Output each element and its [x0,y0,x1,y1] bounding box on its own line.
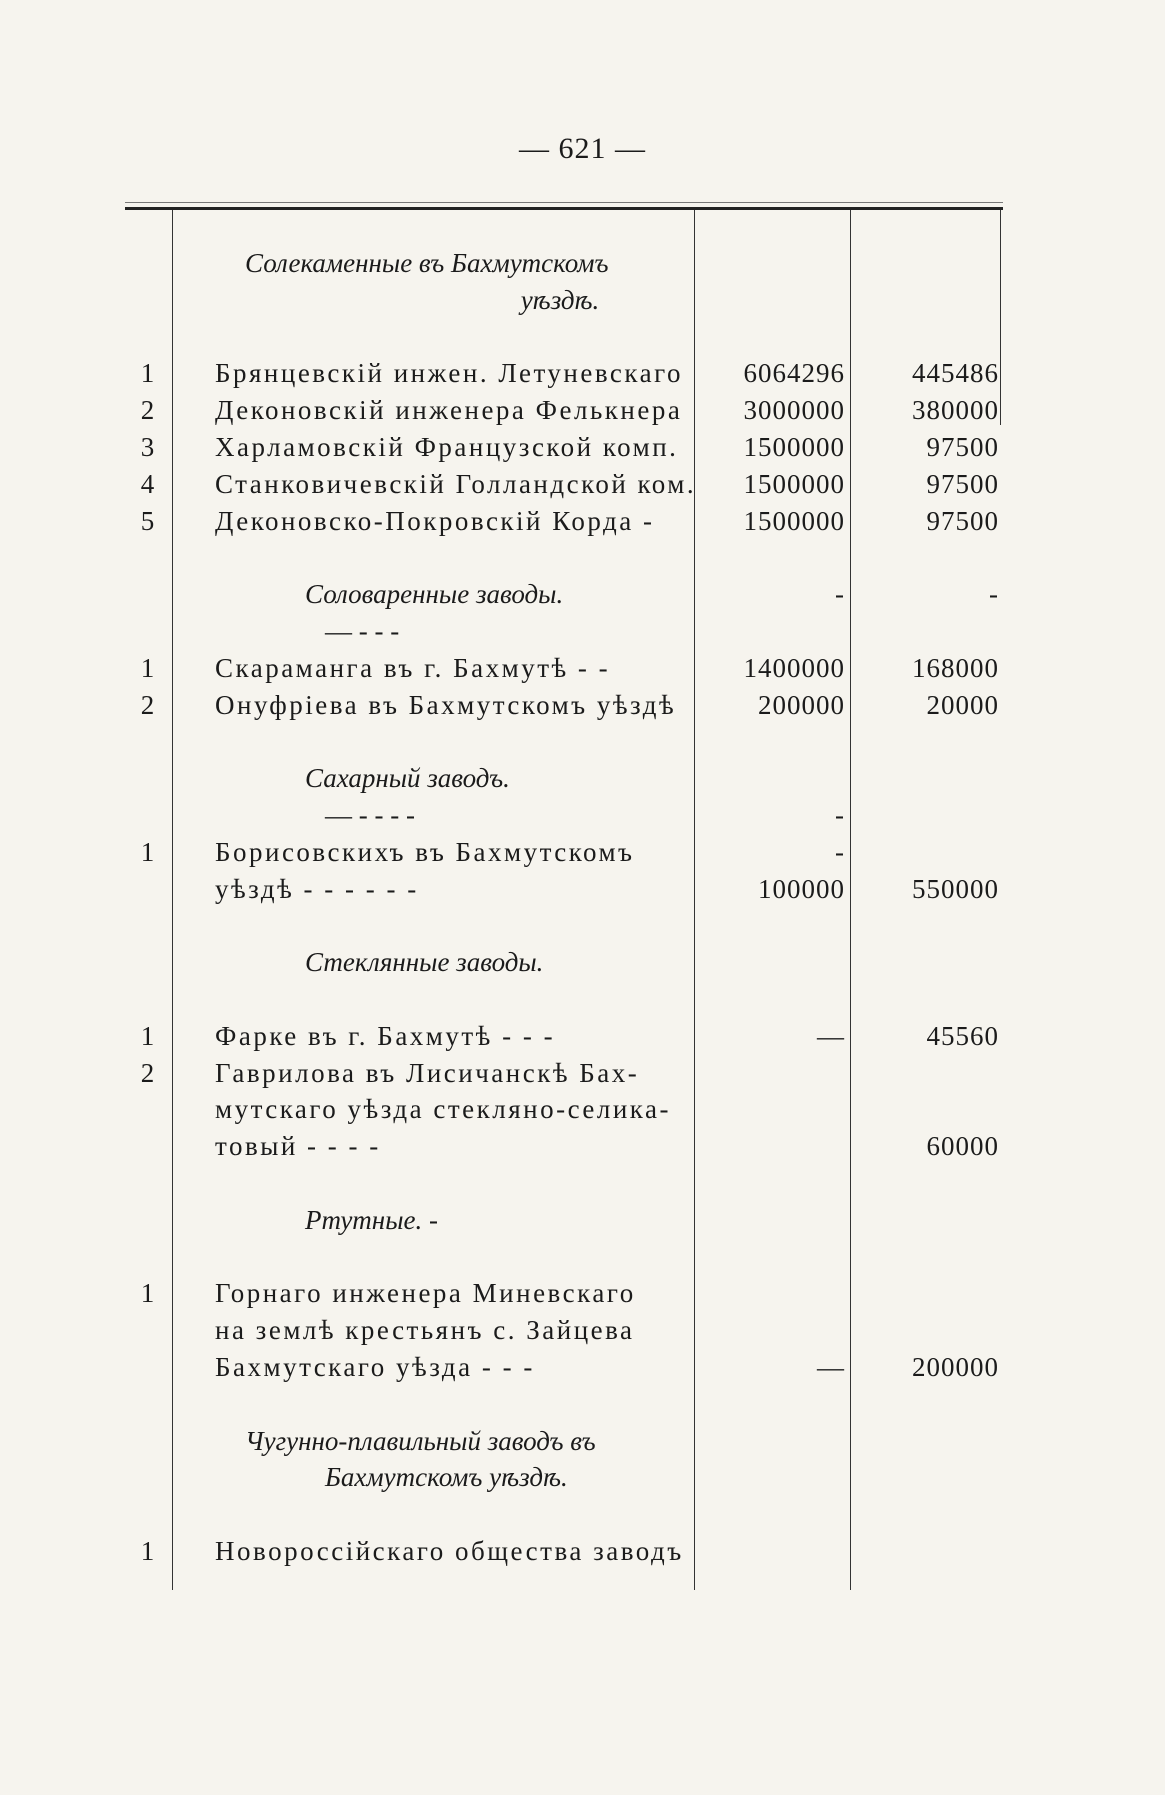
row-number: 4 [140,468,155,499]
table-row [125,319,1005,356]
table-row [125,981,1005,1018]
table-row [125,907,1005,944]
table-row [125,1018,1005,1055]
table-row [125,392,1005,429]
value-column-1: — [817,1351,845,1382]
table-row [125,1239,1005,1276]
row-description: Сахарный заводъ. [305,763,510,794]
value-column-1: 100000 [758,873,845,904]
table-row [125,1423,1005,1460]
table-row [125,429,1005,466]
value-column-2: 97500 [926,431,999,462]
table-row [125,355,1005,392]
row-description: Фарке въ г. Бахмутѣ - - - [215,1020,556,1051]
table-row [125,245,1005,282]
row-description: Брянцевскій инжен. Летуневскаго [215,358,683,389]
value-column-2: 60000 [926,1131,999,1162]
value-column-2: 380000 [912,395,999,426]
row-description: уѣздѣ - - - - - - [215,873,419,904]
row-description: Чугунно-плавильный заводъ въ [245,1425,596,1456]
table-row [125,613,1005,650]
value-column-2: - [989,579,999,610]
value-column-1: — [817,1020,845,1051]
table-row [125,1312,1005,1349]
table-row [125,650,1005,687]
row-description: Борисовскихъ въ Бахмутскомъ [215,836,635,867]
row-description: мутскаго уѣзда стекляно-селика- [215,1094,671,1125]
row-description: Харламовскій Французской комп. [215,431,679,462]
value-column-2: 445486 [912,358,999,389]
table-row [125,797,1005,834]
table-row [125,871,1005,908]
table-row [125,1533,1005,1570]
table-row [125,1459,1005,1496]
row-number: 1 [140,1020,155,1051]
row-number: 5 [140,505,155,536]
row-description: Онуфріева въ Бахмутскомъ уѣздѣ [215,689,677,720]
value-column-2: 97500 [926,505,999,536]
value-column-1: 1500000 [743,505,845,536]
page-number: — 621 — [519,132,646,165]
table-body [125,245,1005,1570]
row-number: 1 [140,1278,155,1309]
row-number: 2 [140,689,155,720]
row-description: уѣздѣ. [520,284,600,315]
value-column-1: - [835,799,845,830]
row-description: Скараманга въ г. Бахмутѣ - - [215,652,611,683]
row-number: 2 [140,1057,155,1088]
value-column-1: 3000000 [743,395,845,426]
value-column-1: - [835,579,845,610]
value-column-2: 97500 [926,468,999,499]
row-description: Стеклянные заводы. [305,947,544,978]
row-description: Новороссійскаго общества заводъ [215,1535,684,1566]
table-row [125,1275,1005,1312]
value-column-1: 1500000 [743,431,845,462]
row-description: Гаврилова въ Лисичанскѣ Бах- [215,1057,640,1088]
table-row [125,944,1005,981]
table-row [125,282,1005,319]
row-description: Бахмутскомъ уѣздѣ. [325,1462,568,1493]
row-description: Солекаменные въ Бахмутскомъ [245,248,609,278]
row-number: 1 [140,652,155,683]
row-description: на землѣ крестьянъ с. Зайцева [215,1315,635,1346]
table-row [125,687,1005,724]
row-description: Станковичевскій Голландской ком. [215,468,697,499]
value-column-1: - [835,836,845,867]
row-number: 2 [140,395,155,426]
value-column-2: 168000 [912,652,999,683]
value-column-2: 45560 [926,1020,999,1051]
value-column-2: 550000 [912,873,999,904]
row-number: 3 [140,431,155,462]
row-description: Деконовскій инженера Фелькнера [215,395,683,426]
row-description: Горнаго инженера Миневскаго [215,1278,636,1309]
table-row [125,539,1005,576]
value-column-1: 6064296 [743,358,845,389]
table-row [125,723,1005,760]
table-row [125,1496,1005,1533]
table-row [125,1386,1005,1423]
table-row [125,503,1005,540]
table-row [125,760,1005,797]
row-description: — - - - - [325,799,415,830]
row-description: Деконовско-Покровскій Корда - [215,505,655,536]
row-number: 1 [140,1535,155,1566]
table-row [125,1202,1005,1239]
row-description: товый - - - - [215,1131,381,1162]
row-description: Бахмутскаго уѣзда - - - [215,1351,535,1382]
table-row [125,834,1005,871]
value-column-1: 1400000 [743,652,845,683]
row-description: Соловаренные заводы. [305,579,564,610]
row-description: — - - - [325,615,400,646]
row-number: 1 [140,358,155,389]
row-description: Ртутные. - [305,1204,438,1235]
table-row [125,1128,1005,1165]
row-number: 1 [140,836,155,867]
table-row [125,1091,1005,1128]
table-row [125,1165,1005,1202]
table-row [125,1349,1005,1386]
value-column-1: 200000 [758,689,845,720]
value-column-2: 200000 [912,1351,999,1382]
value-column-1: 1500000 [743,468,845,499]
table-row [125,1055,1005,1092]
value-column-2: 20000 [926,689,999,720]
table-row [125,466,1005,503]
table-row [125,576,1005,613]
